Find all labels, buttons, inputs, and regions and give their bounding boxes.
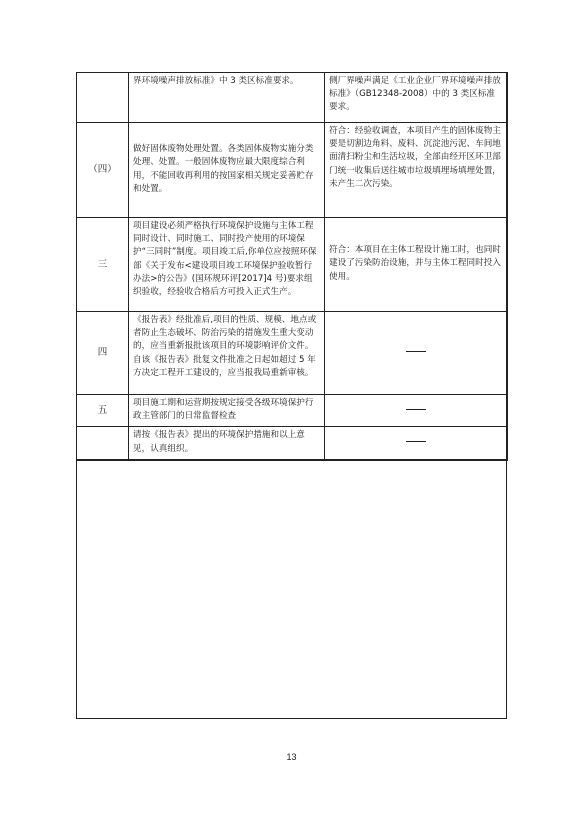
- acceptance-table: [76, 72, 508, 461]
- requirement-cell: 请按《报告表》提出的环境保护措施和以上意见，认真组织。: [129, 427, 325, 460]
- requirement-cell: 界环境噪声排放标准》中 3 类区标准要求。: [129, 73, 325, 123]
- table-row: [77, 123, 508, 218]
- requirement-cell: 《报告表》经批准后,项目的性质、规模、地点或者防止生态破坏、防治污染的措施发生重大变动的，应当重新报批该项目的环境影响评价文件。自该《报告表》批复文件批准之日起如超过 5 年方决定工程开工建设的，应当报我局重新审核。: [129, 312, 325, 395]
- empty-dash: [406, 409, 426, 410]
- implementation-cell: [325, 427, 508, 460]
- implementation-cell: 符合：经验收调查，本项目产生的固体废物主要是切割边角料、废料、沉淀池污泥、车间地面清扫粉尘和生活垃圾，全部由经开区环卫部门统一收集后送往城市垃圾填埋场填埋处置，未产生二次污染。: [325, 123, 508, 218]
- row-index: [77, 427, 129, 460]
- table-row: [77, 218, 508, 312]
- table-row: [77, 73, 508, 123]
- empty-dash: [406, 441, 426, 442]
- row-index: 三: [77, 218, 129, 312]
- implementation-cell: 侧厂界噪声满足《工业企业厂界环境噪声排放标准》（GB12348-2008）中的 3 类区标准要求。: [325, 73, 508, 123]
- requirement-cell: 项目建设必须严格执行环境保护设施与主体工程同时设计、同时施工、同时投产使用的环境保护“三同时”制度。项目竣工后,你单位应按照环保部《关于发布<建设项目竣工环境保护验收暂行办法>的公告》(国环规环评[2017]4 号)要求组织验收，经验收合格后方可投入正式生产。: [129, 218, 325, 312]
- table-row: [77, 312, 508, 395]
- requirement-cell: 做好固体废物处理处置。各类固体废物实施分类处理、处置。一般固体废物应最大限度综合利用，不能回收再利用的按国家相关规定妥善贮存和处置。: [129, 123, 325, 218]
- row-index: [77, 73, 129, 123]
- requirement-cell: 项目施工期和运营期按规定接受各级环境保护行政主管部门的日常监督检查: [129, 395, 325, 427]
- implementation-cell: 符合：本项目在主体工程设计施工时，也同时建设了污染防治设施，并与主体工程同时投入使用。: [325, 218, 508, 312]
- row-index: 四: [77, 312, 129, 395]
- page-number: 13: [286, 752, 297, 762]
- row-index: 五: [77, 395, 129, 427]
- empty-dash: [406, 351, 426, 352]
- table-row: [77, 395, 508, 427]
- implementation-cell: [325, 312, 508, 395]
- implementation-cell: [325, 395, 508, 427]
- table-row: [77, 427, 508, 460]
- row-index: （四）: [77, 123, 129, 218]
